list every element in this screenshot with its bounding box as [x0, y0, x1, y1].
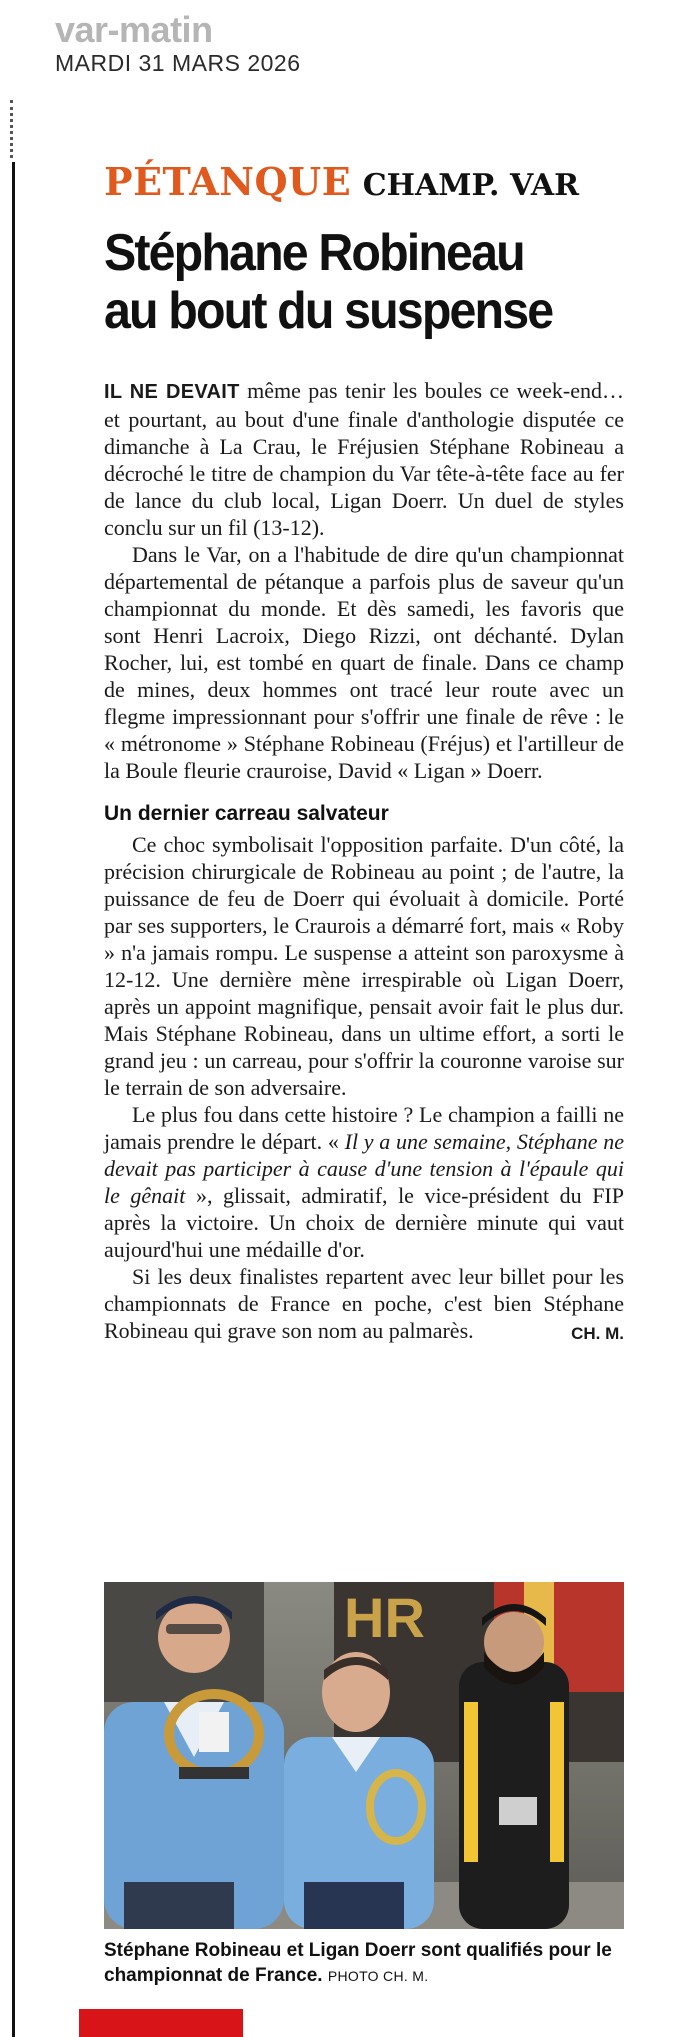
paragraph-4-text-a: Le plus fou dans cette histoire ? Le champion a failli ne jamais prendre le départ. «	[104, 1102, 624, 1154]
paragraph-1	[104, 377, 624, 541]
lead-in: IL NE DEVAIT	[104, 381, 240, 403]
paragraph-4	[104, 1101, 624, 1263]
kicker	[104, 160, 579, 212]
section-rubric: PÉTANQUE	[104, 159, 352, 204]
newspaper-logo: var-matin	[55, 9, 213, 50]
photo-credit: PHOTO CH. M.	[327, 1968, 429, 1984]
headline-line-1: Stéphane Robineau	[104, 224, 524, 282]
paragraph-4-text-b: », glissait, admiratif, le vice-président du FIP après la victoire. Un choix de dernière minute qui vaut aujourd'hui une médaille d'or.	[104, 1183, 624, 1262]
sign-letters: HR	[344, 1586, 425, 1649]
article-photo	[104, 1582, 624, 1929]
section-subrubric: CHAMP. VAR	[362, 168, 580, 203]
quotation: Il y a une semaine, Stéphane ne devait pas participer à cause d'une tension à l'épaule qui le gênait	[104, 1129, 624, 1208]
headline	[104, 224, 606, 340]
column-rule	[12, 162, 15, 2037]
red-tab	[79, 2009, 243, 2037]
paragraph-2: Dans le Var, on a l'habitude de dire qu'un championnat départemental de pétanque a parfois plus de saveur qu'un championnat du monde. Et dès samedi, les favoris que sont Henri Lacroix, Diego Rizzi, ont déchanté. Dylan Rocher, lui, est tombé en quart de finale. Dans ce champ de mines, deux hommes ont tracé leur route avec un flegme impressionnant pour s'offrir une finale de rêve : le « métronome » Stéphane Robineau (Fréjus) et l'artilleur de la Boule fleurie crauroise, David « Ligan » Doerr.	[104, 542, 624, 783]
paragraph-5-text: Si les deux finalistes repartent avec leur billet pour les championnats de France en poche, c'est bien Stéphane Robineau qui grave son nom au palmarès.	[104, 1264, 624, 1343]
plaque	[499, 1797, 537, 1825]
subheading: Un dernier carreau salvateur	[104, 802, 389, 825]
publication-date: MARDI 31 MARS 2026	[55, 50, 301, 76]
caption-text: Stéphane Robineau et Ligan Doerr sont qualifiés pour le championnat de France.	[104, 1940, 612, 1986]
author-signature: CH. M.	[571, 1324, 624, 1343]
photo-caption	[104, 1938, 644, 1989]
headline-line-2: au bout du suspense	[104, 282, 553, 340]
paragraph-5	[104, 1263, 624, 1344]
photo-illustration	[104, 1582, 624, 1929]
paragraph-3: Ce choc symbolisait l'opposition parfaite. D'un côté, la précision chirurgicale de Robineau au point ; de l'autre, la puissance de feu de Doerr qui évoluait à domicile. Porté par ses supporters, le Craurois a démarré fort, mais « Roby » n'a jamais rompu. Le suspense a atteint son paroxysme à 12-12. Une dernière mène irrespirable où Ligan Doerr, après un appoint magnifique, pensait avoir fait le plus dur. Mais Stéphane Robineau, dans un ultime effort, a sorti le grand jeu : un carreau, pour s'offrir la couronne varoise sur le terrain de son adversaire.	[104, 832, 624, 1100]
paragraph-1-text: même pas tenir les boules ce week-end… et pourtant, au bout d'une finale d'anthologie disputée ce dimanche à La Crau, le Fréjusien Stéphane Robineau a décroché le titre de champion du Var tête-à-tête face au fer de lance du club local, Ligan Doerr. Un duel de styles conclu sur un fil (13-12).	[104, 378, 625, 540]
dotted-rule	[10, 100, 13, 158]
masthead	[55, 10, 300, 76]
article-body	[104, 377, 624, 1347]
